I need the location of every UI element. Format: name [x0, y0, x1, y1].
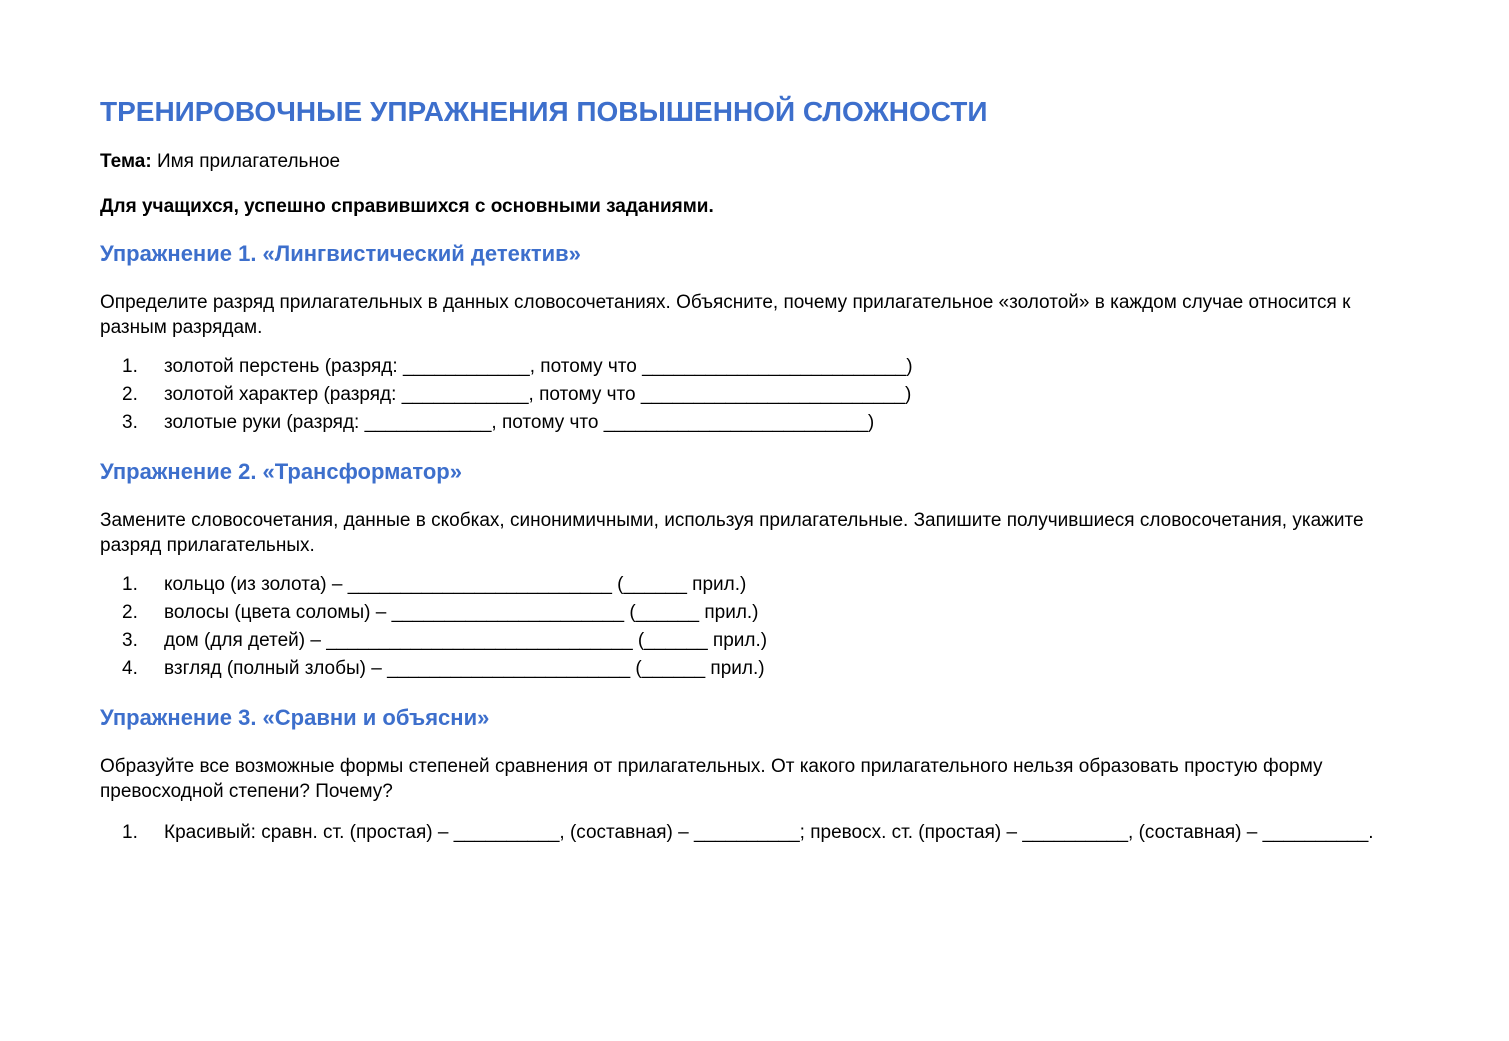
exercise-3-list: [100, 817, 1420, 848]
list-item-number: 2.: [122, 602, 138, 623]
list-item-number: 1.: [122, 574, 138, 595]
list-item-text: кольцо (из золота) – _________________________ (______ прил.): [164, 574, 747, 595]
list-item-number: 4.: [122, 658, 138, 679]
list-item-text: золотой перстень (разряд: ____________, потому что _________________________): [164, 356, 913, 377]
list-item: [100, 655, 1420, 683]
list-item-text: золотые руки (разряд: ____________, потому что _________________________): [164, 412, 875, 433]
exercise-1-list: [100, 353, 1420, 437]
list-item: [100, 627, 1420, 655]
list-item: [100, 571, 1420, 599]
audience-note: Для учащихся, успешно справившихся с основными заданиями.: [100, 196, 714, 217]
list-item: [100, 817, 1420, 848]
list-item-number: 3.: [122, 630, 138, 651]
topic-label: Тема:: [100, 151, 152, 172]
list-item-number: 3.: [122, 412, 138, 433]
exercise-2-instruction: Замените словосочетания, данные в скобках, синонимичными, используя прилагательные. Запишите получившиеся словосочетания, укажите разряд прилагательных.: [100, 510, 1364, 556]
exercise-3-instruction: Образуйте все возможные формы степеней сравнения от прилагательных. От какого прилагательного нельзя образовать простую форму превосходной степени? Почему?: [100, 756, 1323, 802]
list-item: [100, 381, 1420, 409]
exercise-1-heading: Упражнение 1. «Лингвистический детектив»: [100, 241, 581, 266]
list-item: [100, 409, 1420, 437]
exercise-2-list: [100, 571, 1420, 683]
exercise-3-heading: Упражнение 3. «Сравни и объясни»: [100, 705, 490, 730]
exercise-2-heading: Упражнение 2. «Трансформатор»: [100, 459, 462, 484]
list-item-text: взгляд (полный злобы) – _______________________ (______ прил.): [164, 658, 765, 679]
list-item-text: дом (для детей) – _____________________________ (______ прил.): [164, 630, 768, 651]
list-item-number: 1.: [122, 822, 138, 843]
list-item: [100, 353, 1420, 381]
exercise-1-instruction: Определите разряд прилагательных в данных словосочетаниях. Объясните, почему прилагательное «золотой» в каждом случае относится к разным разрядам.: [100, 292, 1351, 338]
list-item-text: волосы (цвета соломы) – ______________________ (______ прил.): [164, 602, 759, 623]
list-item-number: 1.: [122, 356, 138, 377]
list-item-text: Красивый: сравн. ст. (простая) – __________, (составная) – __________; превосх. ст. (простая) – __________, (составная) – __________.: [164, 822, 1374, 843]
topic-line: [100, 149, 1420, 175]
topic-value: Имя прилагательное: [151, 151, 341, 172]
document-page: [100, 94, 1420, 848]
list-item-number: 2.: [122, 384, 138, 405]
list-item-text: золотой характер (разряд: ____________, потому что _________________________): [164, 384, 912, 405]
list-item: [100, 599, 1420, 627]
document-title: ТРЕНИРОВОЧНЫЕ УПРАЖНЕНИЯ ПОВЫШЕННОЙ СЛОЖНОСТИ: [100, 96, 988, 127]
